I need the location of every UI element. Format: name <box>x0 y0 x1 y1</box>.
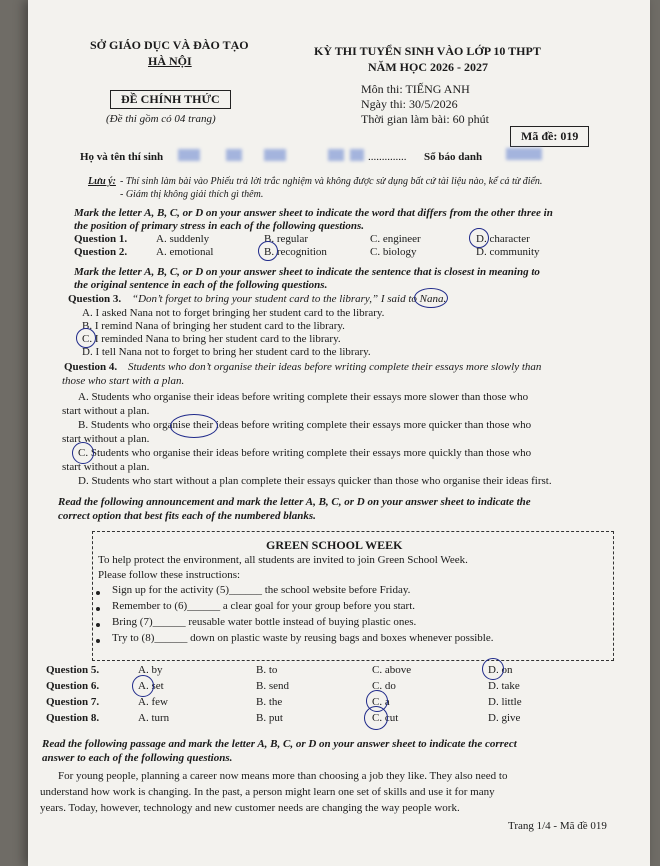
q8-option-b[interactable]: B. put <box>256 712 283 724</box>
q4-option-c-l1[interactable]: C. Students who organise their ideas before writing complete their essays more quickly than those who <box>78 447 532 459</box>
q1-option-d[interactable]: D. character <box>476 233 530 245</box>
answer-circle <box>76 328 96 348</box>
announcement-bullet-4: Try to (8)______ down on plastic waste by reusing bags and boxes whenever possible. <box>112 632 494 644</box>
exam-paper <box>28 0 650 866</box>
pages-note: (Đề thi gồm có 04 trang) <box>106 113 216 125</box>
q7-option-a[interactable]: A. few <box>138 696 168 708</box>
q2-option-c[interactable]: C. biology <box>370 246 417 258</box>
section3-instruction-l1: Read the following announcement and mark the letter A, B, C, or D on your answer sheet to indicate the <box>58 496 531 508</box>
q6-option-c[interactable]: C. do <box>372 680 396 692</box>
subject: Môn thi: TIẾNG ANH <box>361 82 470 96</box>
exam-date: Ngày thi: 30/5/2026 <box>361 97 458 111</box>
announcement-bullet-1: Sign up for the activity (5)______ the school website before Friday. <box>112 584 411 596</box>
section3-instruction-l2: correct option that best fits each of the numbered blanks. <box>58 510 316 522</box>
q4-option-d[interactable]: D. Students who start without a plan complete their essays quicker than those who organise their ideas first. <box>78 475 552 487</box>
announcement-bullet-3: Bring (7)______ reusable water bottle instead of buying plastic ones. <box>112 616 417 628</box>
q8-option-d[interactable]: D. give <box>488 712 521 724</box>
q4-option-a-l1[interactable]: A. Students who organise their ideas before writing complete their essays more slower than those who <box>78 391 529 403</box>
candidate-name-label: Họ và tên thí sinh <box>80 151 164 163</box>
section4-instruction-l1: Read the following passage and mark the letter A, B, C, or D on your answer sheet to indicate the correct <box>42 738 517 750</box>
q4-option-c-l2[interactable]: start without a plan. <box>62 461 150 473</box>
official-exam-box: ĐỀ CHÍNH THỨC <box>110 90 231 109</box>
q7-option-d[interactable]: D. little <box>488 696 522 708</box>
annotation-circle <box>170 414 218 438</box>
q5-label: Question 5. <box>46 664 100 676</box>
q6-option-b[interactable]: B. send <box>256 680 289 692</box>
q3-label: Question 3. <box>68 293 122 305</box>
section1-instruction-l1: Mark the letter A, B, C, or D on your answer sheet to indicate the word that differs from the other three in <box>74 207 553 219</box>
announcement-intro-l1: To help protect the environment, all students are invited to join Green School Week. <box>98 554 468 566</box>
candidate-number-label: Số báo danh <box>424 151 483 163</box>
section1-instruction-l2: the position of primary stress in each of the following questions. <box>74 220 365 232</box>
name-dots: .............. <box>368 151 407 163</box>
answer-circle <box>482 658 504 680</box>
q2-option-b[interactable]: B. recognition <box>264 246 327 258</box>
notes-line1: - Thí sinh làm bài vào Phiếu trả lời trắc nghiệm và không được sử dụng bất cứ tài liệu nào, kể cả từ điển. <box>120 176 543 187</box>
q7-option-b[interactable]: B. the <box>256 696 283 708</box>
q1-option-a[interactable]: A. suddenly <box>156 233 210 245</box>
q2-option-d[interactable]: D. community <box>476 246 540 258</box>
answer-circle <box>132 675 154 697</box>
q5-option-a[interactable]: A. by <box>138 664 163 676</box>
announcement-title: GREEN SCHOOL WEEK <box>266 538 403 552</box>
annotation-circle <box>414 288 448 308</box>
q3-option-c[interactable]: C. I reminded Nana to bring her student card to the library. <box>82 333 341 345</box>
school-year: NĂM HỌC 2026 - 2027 <box>368 60 488 74</box>
section4-instruction-l2: answer to each of the following questions. <box>42 752 233 764</box>
q8-option-a[interactable]: A. turn <box>138 712 170 724</box>
page-footer: Trang 1/4 - Mã đề 019 <box>508 820 607 832</box>
announcement-intro-l2: Please follow these instructions: <box>98 569 241 581</box>
notes-line2: - Giám thị không giải thích gì thêm. <box>120 189 264 200</box>
duration: Thời gian làm bài: 60 phút <box>361 112 489 126</box>
q7-label: Question 7. <box>46 696 100 708</box>
passage-line-3: years. Today, however, technology and new customer needs are changing the way people work. <box>40 802 460 814</box>
header-city: HÀ NỘI <box>148 54 192 68</box>
q8-option-c[interactable]: C. cut <box>372 712 399 724</box>
q2-label: Question 2. <box>74 246 128 258</box>
answer-circle <box>258 241 278 261</box>
q5-option-d[interactable]: D. on <box>488 664 513 676</box>
q1-option-b[interactable]: B. regular <box>264 233 308 245</box>
q4-prompt-l2: those who start with a plan. <box>62 375 185 387</box>
q1-label: Question 1. <box>74 233 128 245</box>
q4-prompt-l1: Students who don’t organise their ideas before writing complete their essays more slowly than <box>128 361 542 373</box>
q6-option-d[interactable]: D. take <box>488 680 520 692</box>
q4-label: Question 4. <box>64 361 118 373</box>
q4-option-b-l1[interactable]: B. Students who organise their ideas before writing complete their essays more quicker than those who <box>78 419 532 431</box>
q5-option-b[interactable]: B. to <box>256 664 278 676</box>
q4-option-a-l2[interactable]: start without a plan. <box>62 405 150 417</box>
q3-prompt: “Don’t forget to bring your student card to the library,” I said to Nana. <box>132 293 447 305</box>
q2-option-a[interactable]: A. emotional <box>156 246 214 258</box>
passage-line-2: understand how work is changing. In the past, a person might learn one set of skills and use it for many <box>40 786 495 798</box>
section2-instruction-l1: Mark the letter A, B, C, or D on your answer sheet to indicate the sentence that is closest in meaning to <box>74 266 540 278</box>
exam-code-box: Mã đề: 019 <box>510 126 589 147</box>
q7-option-c[interactable]: C. a <box>372 696 390 708</box>
passage-line-1: For young people, planning a career now means more than choosing a job they like. They also need to <box>58 770 508 782</box>
announcement-bullet-2: Remember to (6)______ a clear goal for your group before you start. <box>112 600 416 612</box>
section2-instruction-l2: the original sentence in each of the following questions. <box>74 279 328 291</box>
answer-circle <box>469 228 489 248</box>
q3-option-a[interactable]: A. I asked Nana not to forget bringing her student card to the library. <box>82 307 385 319</box>
notes-label: Lưu ý: <box>88 176 116 187</box>
q4-option-b-l2[interactable]: start without a plan. <box>62 433 150 445</box>
q3-option-d[interactable]: D. I tell Nana not to forget to bring her student card to the library. <box>82 346 371 358</box>
q1-option-c[interactable]: C. engineer <box>370 233 421 245</box>
answer-circle <box>364 706 388 730</box>
q3-option-b[interactable]: B. I remind Nana of bringing her student card to the library. <box>82 320 345 332</box>
q8-label: Question 8. <box>46 712 100 724</box>
exam-title: KỲ THI TUYỂN SINH VÀO LỚP 10 THPT <box>314 44 541 58</box>
header-department: SỞ GIÁO DỤC VÀ ĐÀO TẠO <box>90 38 249 52</box>
q6-label: Question 6. <box>46 680 100 692</box>
q6-option-a[interactable]: A. set <box>138 680 164 692</box>
q5-option-c[interactable]: C. above <box>372 664 412 676</box>
